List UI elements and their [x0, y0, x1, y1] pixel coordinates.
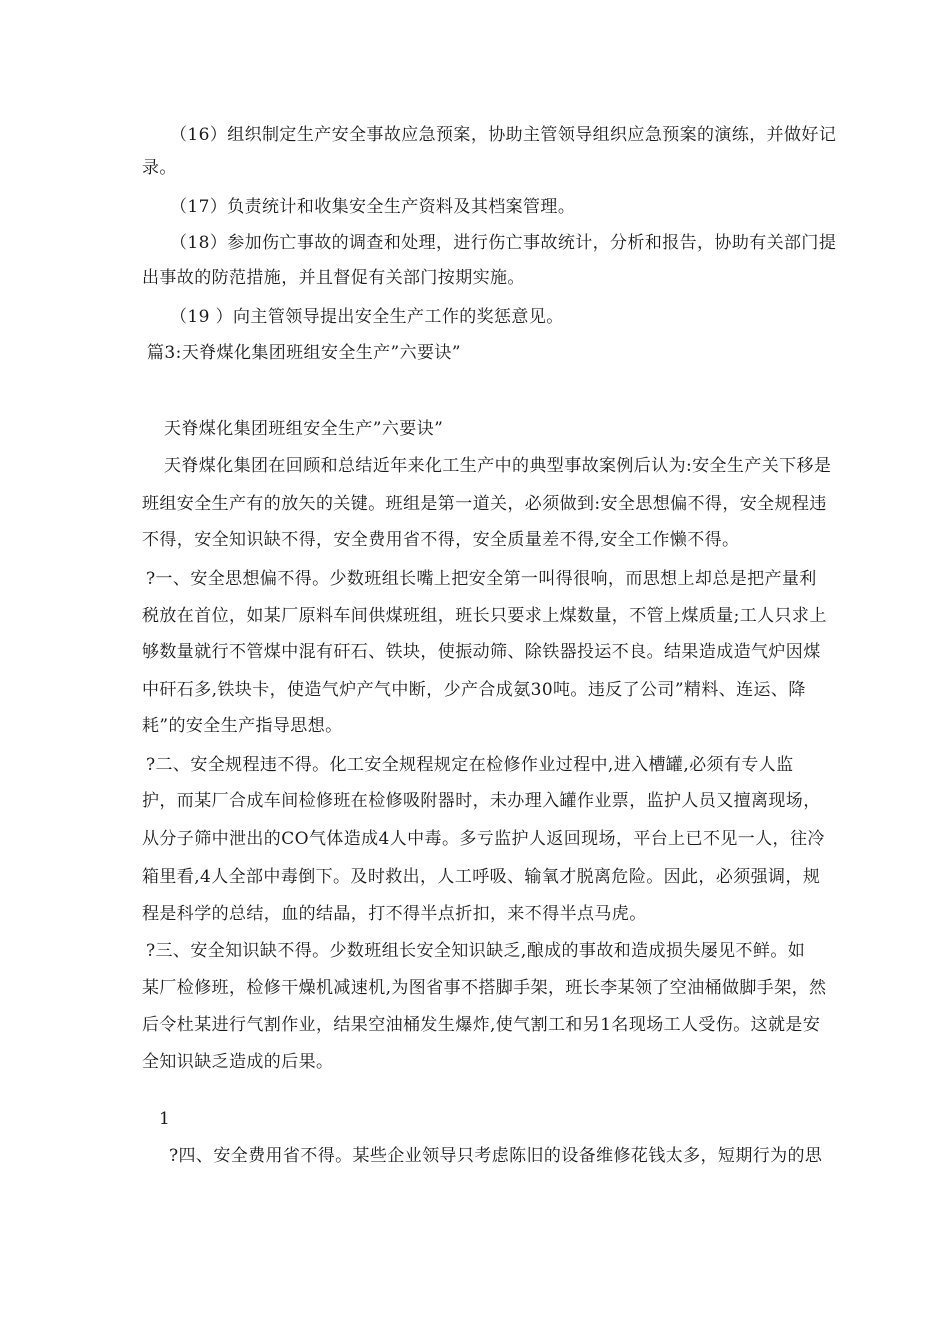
paragraph-18-line-2: 出事故的防范措施，并且督促有关部门按期实施。: [142, 268, 525, 288]
point-3-line-4: 全知识缺乏造成的后果。: [142, 1052, 334, 1072]
point-1-line-2: 税放在首位，如某厂原料车间供煤班组，班长只要求上煤数量，不管上煤质量;工人只求上: [142, 606, 827, 626]
point-3-line-1: ?三、安全知识缺不得。少数班组长安全知识缺乏,酿成的事故和造成损失屡见不鲜。如: [146, 941, 806, 961]
point-3-line-3: 后令杜某进行气割作业，结果空油桶发生爆炸,使气割工和另1名现场工人受伤。这就是安: [142, 1015, 821, 1035]
section-heading: 篇3:天脊煤化集团班组安全生产”六要诀”: [147, 343, 461, 363]
page-number: 1: [159, 1109, 171, 1129]
point-2-line-4: 箱里看,4人全部中毒倒下。及时救出，人工呼吸、输氧才脱离危险。因此，必须强调，规: [142, 867, 821, 887]
paragraph-16-line-2: 录。: [142, 158, 177, 178]
point-1-line-1: ?一、安全思想偏不得。少数班组长嘴上把安全第一叫得很响，而思想上却总是把产量利: [146, 569, 817, 589]
paragraph-18-line-1: （18）参加伤亡事故的调查和处理，进行伤亡事故统计，分析和报告，协助有关部门提: [170, 233, 837, 253]
point-2-line-5: 程是科学的总结，血的结晶，打不得半点折扣，来不得半点马虎。: [142, 904, 647, 924]
point-1-line-5: 耗”的安全生产指导思想。: [142, 716, 343, 736]
point-4-line-1: ?四、安全费用省不得。某些企业领导只考虑陈旧的设备维修花钱太多，短期行为的思: [169, 1146, 823, 1166]
point-2-line-2: 护，而某厂合成车间检修班在检修吸附器时，未办理入罐作业票，监护人员又擅离现场，: [142, 791, 821, 811]
intro-line-2: 班组安全生产有的放矢的关键。班组是第一道关，必须做到:安全思想偏不得，安全规程违: [142, 494, 827, 514]
point-1-line-3: 够数量就行不管煤中混有矸石、铁块，使振动筛、除铁器投运不良。结果造成造气炉因煤: [142, 642, 821, 662]
paragraph-19: （19 ）向主管领导提出安全生产工作的奖惩意见。: [170, 307, 564, 327]
intro-line-1: 天脊煤化集团在回顾和总结近年来化工生产中的典型事故案例后认为:安全生产关下移是: [164, 456, 832, 476]
point-2-line-3: 从分子筛中泄出的CO气体造成4人中毒。多亏监护人返回现场，平台上已不见一人，往冷: [142, 829, 825, 849]
point-3-line-2: 某厂检修班，检修干燥机减速机,为图省事不搭脚手架，班长李某领了空油桶做脚手架，然: [142, 978, 827, 998]
article-title: 天脊煤化集团班组安全生产”六要诀”: [164, 419, 444, 439]
paragraph-17: （17）负责统计和收集安全生产资料及其档案管理。: [170, 197, 576, 217]
point-2-line-1: ?二、安全规程违不得。化工安全规程规定在检修作业过程中,进入槽罐,必须有专人监: [146, 755, 794, 775]
intro-line-3: 不得，安全知识缺不得，安全费用省不得，安全质量差不得,安全工作懒不得。: [142, 530, 740, 550]
point-1-line-4: 中矸石多,铁块卡，使造气炉产气中断，少产合成氨30吨。违反了公司”精料、连运、降: [142, 680, 806, 700]
paragraph-16-line-1: （16）组织制定生产安全事故应急预案，协助主管领导组织应急预案的演练，并做好记: [170, 125, 837, 145]
